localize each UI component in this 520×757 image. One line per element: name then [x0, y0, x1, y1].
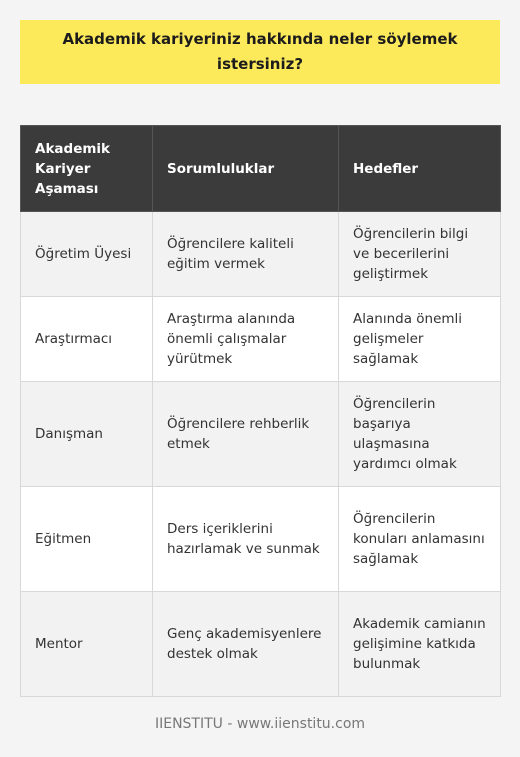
- title-banner: [20, 20, 500, 84]
- table-row: [21, 592, 501, 697]
- table-row: [21, 487, 501, 592]
- responsibility-cell: Ders içeriklerini hazırlamak ve sunmak: [153, 487, 339, 592]
- table-row: [21, 382, 501, 487]
- table-row: [21, 297, 501, 382]
- goal-cell: Akademik camianın gelişimine katkıda bulunmak: [339, 592, 501, 697]
- header-stage: Akademik Kariyer Aşaması: [21, 126, 153, 212]
- goal-cell: Öğrencilerin bilgi ve becerilerini geliştirmek: [339, 212, 501, 297]
- career-table: [20, 125, 501, 697]
- header-goals: Hedefler: [339, 126, 501, 212]
- table-row: [21, 212, 501, 297]
- stage-cell: Öğretim Üyesi: [21, 212, 153, 297]
- stage-cell: Eğitmen: [21, 487, 153, 592]
- stage-cell: Danışman: [21, 382, 153, 487]
- page-title: Akademik kariyeriniz hakkında neler söylemek istersiniz?: [62, 30, 458, 73]
- responsibility-cell: Genç akademisyenlere destek olmak: [153, 592, 339, 697]
- responsibility-cell: Öğrencilere kaliteli eğitim vermek: [153, 212, 339, 297]
- footer-credit: IIENSTITU - www.iienstitu.com: [154, 716, 366, 732]
- responsibility-cell: Araştırma alanında önemli çalışmalar yürütmek: [153, 297, 339, 382]
- header-responsibilities: Sorumluluklar: [153, 126, 339, 212]
- goal-cell: Öğrencilerin konuları anlamasını sağlamak: [339, 487, 501, 592]
- responsibility-cell: Öğrencilere rehberlik etmek: [153, 382, 339, 487]
- goal-cell: Alanında önemli gelişmeler sağlamak: [339, 297, 501, 382]
- stage-cell: Mentor: [21, 592, 153, 697]
- table-header-row: [21, 126, 501, 212]
- stage-cell: Araştırmacı: [21, 297, 153, 382]
- goal-cell: Öğrencilerin başarıya ulaşmasına yardımcı olmak: [339, 382, 501, 487]
